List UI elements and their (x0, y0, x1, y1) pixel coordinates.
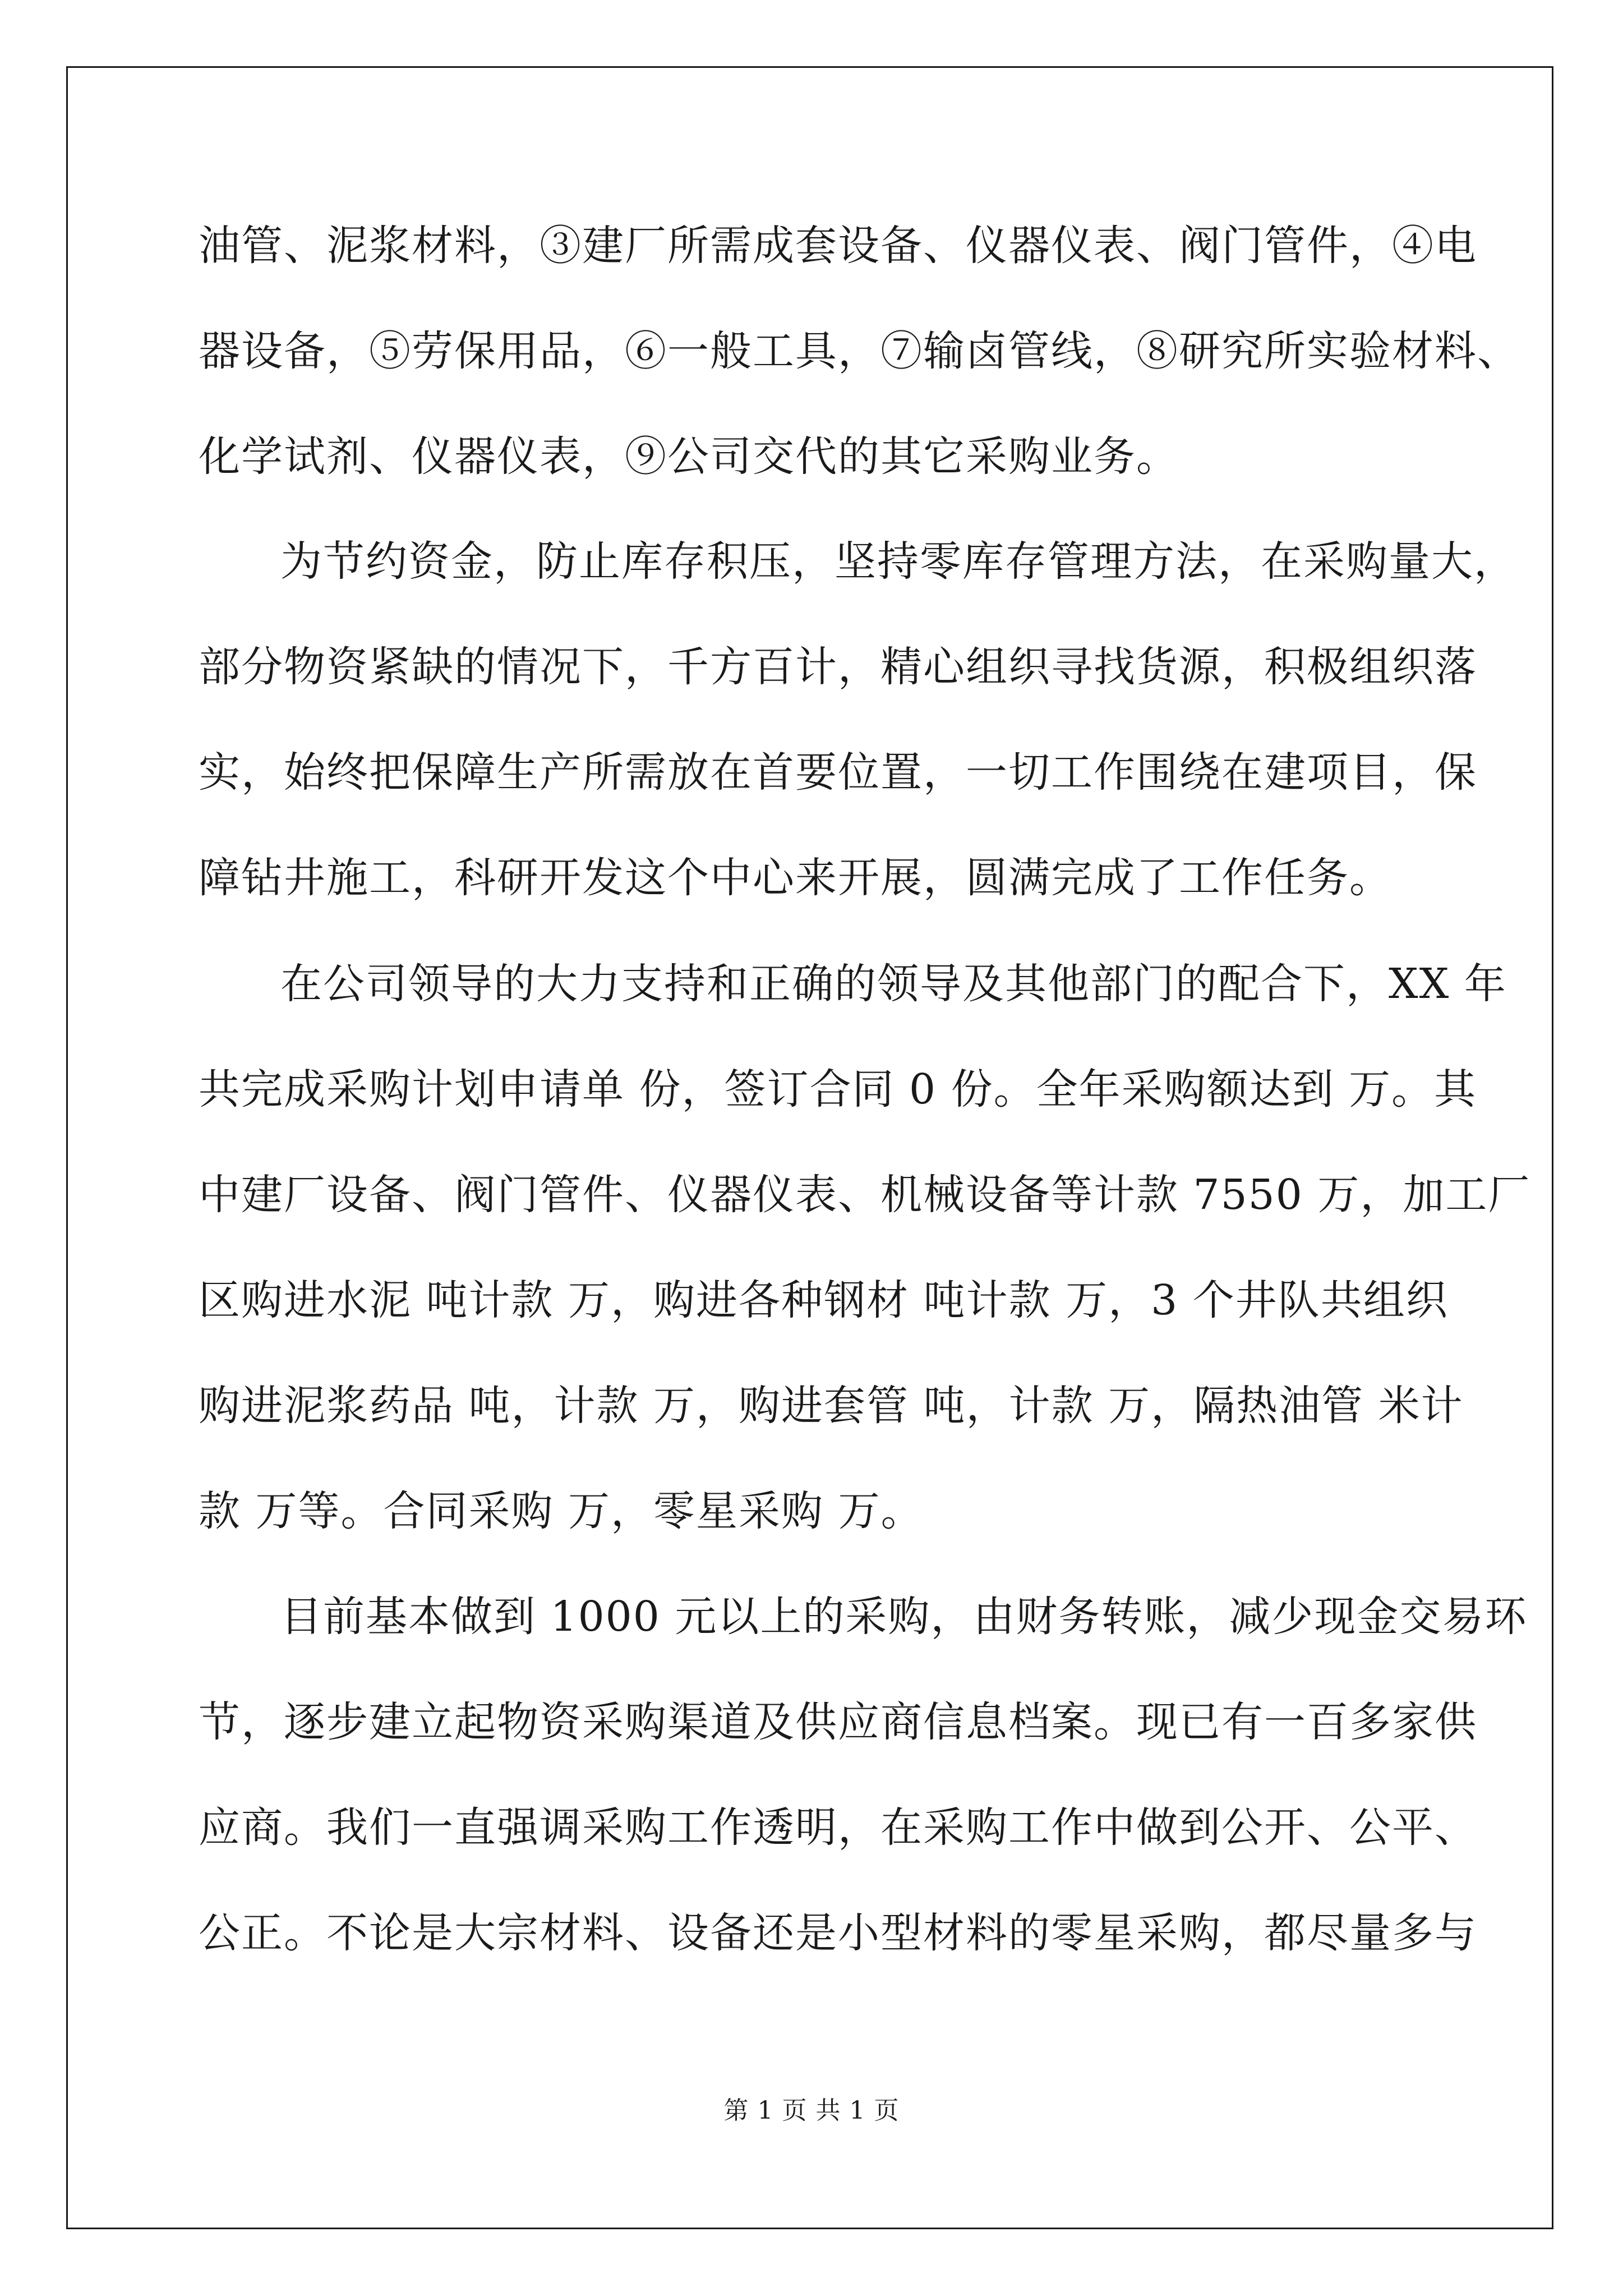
page-footer: 第 1 页 共 1 页 (723, 2096, 900, 2125)
paragraph-1-line-1: 油管、泥浆材料，③建厂所需成套设备、仪器仪表、阀门管件，④电 (199, 222, 1477, 270)
paragraph-2-line-3: 实，始终把保障生产所需放在首要位置，一切工作围绕在建项目，保 (199, 748, 1477, 797)
paragraph-4-line-3: 应商。我们一直强调采购工作透明，在采购工作中做到公开、公平、 (199, 1803, 1477, 1852)
paragraph-3-line-1: 在公司领导的大力支持和正确的领导及其他部门的配合下，XX 年 (280, 960, 1507, 1008)
paragraph-3-line-4: 区购进水泥 吨计款 万，购进各种钢材 吨计款 万，3 个井队共组织 (199, 1276, 1449, 1324)
paragraph-4-line-1: 目前基本做到 1000 元以上的采购，由财务转账，减少现金交易环 (280, 1593, 1528, 1641)
paragraph-4-line-4: 公正。不论是大宗材料、设备还是小型材料的零星采购，都尽量多与 (199, 1909, 1477, 1957)
paragraph-2-line-4: 障钻井施工，科研开发这个中心来开展，圆满完成了工作任务。 (199, 854, 1392, 902)
paragraph-3-line-2: 共完成采购计划申请单 份，签订合同 0 份。全年采购额达到 万。其 (199, 1065, 1477, 1114)
paragraph-4-line-2: 节，逐步建立起物资采购渠道及供应商信息档案。现已有一百多家供 (199, 1698, 1477, 1746)
paragraph-3-line-6: 款 万等。合同采购 万，零星采购 万。 (199, 1487, 924, 1535)
page-border (66, 66, 1553, 2229)
paragraph-1-line-2: 器设备，⑤劳保用品，⑥一般工具，⑦输卤管线，⑧研究所实验材料、 (199, 327, 1520, 375)
paragraph-3-line-3: 中建厂设备、阀门管件、仪器仪表、机械设备等计款 7550 万，加工厂 (199, 1171, 1531, 1219)
paragraph-1-line-3: 化学试剂、仪器仪表，⑨公司交代的其它采购业务。 (199, 432, 1179, 481)
paragraph-2-line-2: 部分物资紧缺的情况下，千方百计，精心组织寻找货源，积极组织落 (199, 643, 1477, 691)
paragraph-2-line-1: 为节约资金，防止库存积压，坚持零库存管理方法，在采购量大， (280, 537, 1516, 586)
paragraph-3-line-5: 购进泥浆药品 吨，计款 万，购进套管 吨，计款 万，隔热油管 米计 (199, 1382, 1464, 1430)
